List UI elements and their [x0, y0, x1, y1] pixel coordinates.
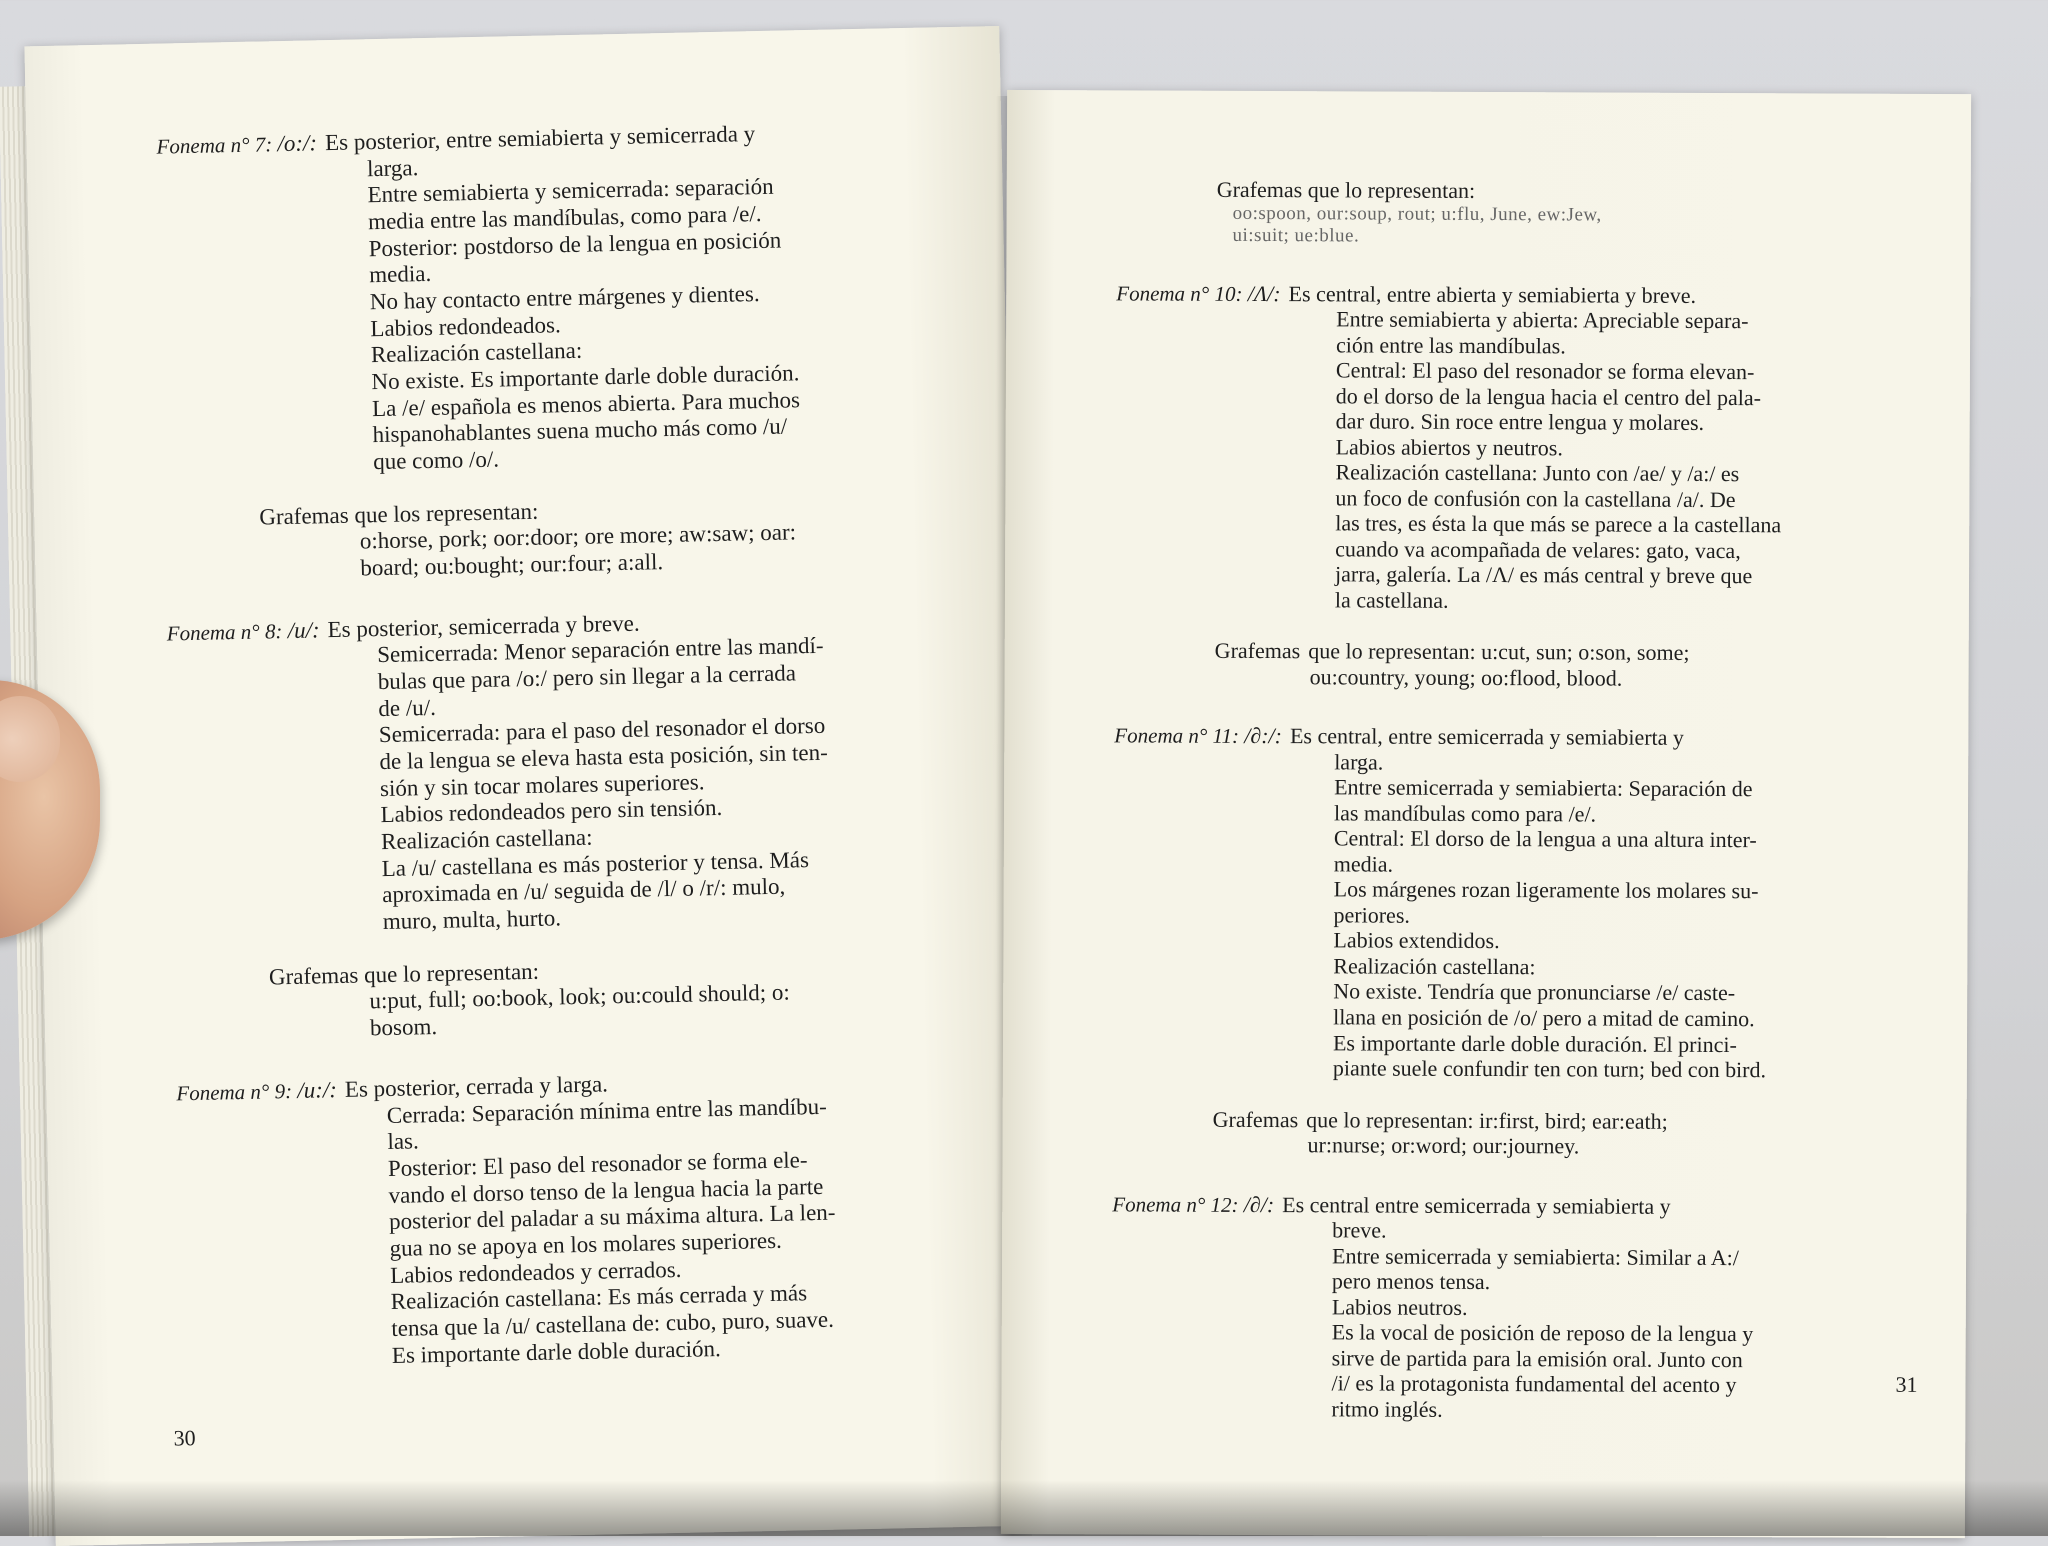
detail-line: Labios abiertos y neutros. [1335, 434, 1563, 461]
grafema-line: board; ou:bought; our:four; a:all. [360, 549, 664, 581]
grafema-line: o:horse, pork; oor:door; ore more; aw:saw; oar: [359, 519, 797, 554]
phoneme-symbol: /u/: [287, 617, 320, 643]
page-number-right: 31 [1895, 1371, 1918, 1397]
detail-line: larga. [1334, 749, 1384, 775]
grafema-line: ui:suit; ue:blue. [1232, 224, 1360, 246]
phoneme-details [367, 144, 954, 476]
grafema-line: u:put, full; oo:book, look; ou:could should; o: [369, 980, 791, 1014]
detail-line: cuando va acompañada de velares: gato, vaca, [1335, 536, 1741, 563]
detail-line: Realización castellana: [1333, 953, 1536, 980]
detail-line: Es importante darle doble duración. El princi- [1332, 1029, 1737, 1057]
detail-line: Semicerrada: para el paso del resonador el dorso [378, 713, 826, 748]
detail-line: Cerrada: Separación mínima entre las mandíbu- [386, 1093, 828, 1128]
thumbnail-nail [0, 696, 60, 782]
phoneme-label [1114, 723, 1282, 749]
grafemas-values [1232, 202, 1916, 249]
grafemas-block [1113, 1106, 1913, 1161]
detail-line: La /u/ castellana es más posterior y tensa. Más [381, 846, 810, 881]
detail-line: sirve de partida para la emisión oral. Junto con [1331, 1344, 1743, 1372]
phoneme-number: Fonema n° 11: [1114, 723, 1245, 749]
phoneme-entry [156, 117, 953, 480]
detail-line: Realización castellana: [380, 824, 593, 855]
grafemas-label: Grafemas que lo representan: [268, 958, 540, 990]
phoneme-label [176, 1077, 337, 1107]
detail-line: /i/ es la protagonista fundamental del acento y [1331, 1370, 1737, 1398]
grafemas-block [174, 950, 966, 1047]
phoneme-details [1335, 306, 1916, 615]
detail-line: No hay contacto entre márgenes y dientes. [369, 281, 760, 315]
detail-line: Entre semicerrada y semiabierta: Separación de [1334, 774, 1753, 802]
detail-line: gua no se apoya en los molares superiores. [389, 1227, 783, 1261]
right-page-text [1111, 162, 1917, 1450]
detail-line: hispanohablantes suena mucho más como /u/ [372, 413, 788, 448]
detail-line: Posterior: postdorso de la lengua en posición [368, 227, 782, 261]
detail-line: piante suele confundir ten con turn; bed con bird. [1332, 1055, 1767, 1083]
phoneme-symbol: /∂:/: [1244, 723, 1283, 749]
grafemas-label: Grafemas que los representan: [259, 498, 539, 530]
detail-line: ritmo inglés. [1331, 1396, 1443, 1422]
detail-line: No existe. Es importante darle doble duración. [371, 360, 800, 395]
page-number-left: 30 [173, 1425, 196, 1451]
detail-line: Central: El paso del resonador se forma elevan- [1335, 357, 1755, 385]
phoneme-symbol: /o:/: [277, 130, 318, 157]
table-shadow [0, 1480, 2048, 1536]
detail-line: Labios extendidos. [1333, 927, 1500, 954]
phoneme-details [1333, 749, 1914, 1083]
grafema-line: ur:nurse; or:word; our:journey. [1307, 1132, 1580, 1159]
phoneme-details [387, 1090, 972, 1369]
left-page-text [156, 117, 972, 1399]
detail-line: Realización castellana: Junto con /ae/ y /a:/ es [1335, 459, 1740, 487]
detail-line: bulas que para /o:/ pero sin llegar a la cerrada [377, 660, 797, 695]
grafemas-inline: que lo representan: u:cut, sun; o:son, some; [1308, 638, 1690, 666]
phoneme-details [1331, 1217, 1912, 1424]
phoneme-heading [1112, 1191, 1912, 1220]
detail-line: de la lengua se eleva hasta esta posición, sin ten- [379, 739, 828, 775]
phoneme-label [156, 130, 317, 160]
detail-line: larga. [366, 154, 419, 181]
detail-line: periores. [1333, 902, 1410, 928]
detail-line: que como /o/. [372, 446, 500, 475]
phoneme-number: Fonema n° 10: [1116, 280, 1248, 306]
grafemas-values [360, 516, 956, 582]
detail-line: La /e/ española es menos abierta. Para muchos [371, 386, 801, 421]
detail-line: vando el dorso tenso de la lengua hacia la parte [388, 1173, 824, 1208]
detail-line: Labios neutros. [1331, 1293, 1468, 1320]
detail-line: breve. [1332, 1217, 1387, 1243]
grafema-line: oo:spoon, our:soup, rout; u:flu, June, ew:Jew, [1232, 202, 1602, 226]
detail-line: Realización castellana: Es más cerrada y más [390, 1280, 808, 1315]
detail-line: Labios redondeados pero sin tensión. [380, 795, 723, 828]
phoneme-label [166, 617, 319, 647]
phoneme-description: Es posterior, cerrada y larga. [344, 1071, 609, 1102]
phoneme-number: Fonema n° 12: [1112, 1191, 1244, 1217]
detail-line: las tres, es ésta la que más se parece a la castellana [1335, 510, 1782, 538]
phoneme-entry [166, 604, 963, 941]
phoneme-label [1112, 1191, 1274, 1217]
phoneme-symbol: /u:/: [297, 1076, 338, 1103]
detail-line: posterior del paladar a su máxima altura. La len- [388, 1199, 836, 1235]
phoneme-entry [1111, 1191, 1912, 1424]
detail-line: Posterior: El paso del resonador se forma ele- [387, 1147, 808, 1181]
grafemas-values [369, 976, 965, 1042]
left-page [24, 26, 1030, 1546]
detail-line: muro, multa, hurto. [382, 905, 562, 935]
detail-line: dar duro. Sin roce entre lengua y molares. [1335, 408, 1705, 436]
detail-line: No existe. Tendría que pronunciarse /e/ caste- [1333, 978, 1736, 1006]
right-page [1001, 90, 1971, 1538]
phoneme-description: Es posterior, semicerrada y breve. [327, 610, 640, 642]
phoneme-label [1116, 280, 1280, 306]
grafemas-block [164, 490, 956, 587]
detail-line: sión y sin tocar molares superiores. [379, 769, 705, 801]
detail-line: Entre semicerrada y semiabierta: Similar a A:/ [1332, 1242, 1739, 1270]
detail-line: Semicerrada: Menor separación entre las mandí- [376, 633, 824, 668]
phoneme-description: Es central entre semicerrada y semiabierta y [1282, 1191, 1671, 1219]
grafemas-block [1116, 176, 1916, 249]
grafemas-values [1307, 1132, 1912, 1160]
phoneme-details [377, 630, 963, 935]
detail-line: las mandíbulas como para /e/. [1333, 800, 1597, 827]
detail-line: media. [369, 261, 432, 288]
detail-line: Es importante darle doble duración. [391, 1335, 721, 1368]
detail-line: aproximada en /u/ seguida de /l/ o /r/: mulo, [381, 874, 786, 908]
detail-line: Labios redondeados. [370, 311, 561, 341]
detail-line: las. [387, 1128, 419, 1155]
grafemas-inline: que lo representan: ir:first, bird; ear:eath; [1306, 1106, 1668, 1134]
grafemas-heading [1215, 638, 1915, 667]
grafemas-label: Grafemas que lo representan: [1216, 176, 1476, 203]
detail-line: pero menos tensa. [1331, 1268, 1491, 1295]
detail-line: media. [1333, 851, 1394, 877]
phoneme-number: Fonema n° 7: [156, 132, 278, 159]
grafemas-block [1115, 638, 1915, 693]
detail-line: Central: El dorso de la lengua a una altura inter- [1333, 825, 1757, 853]
detail-line: jarra, galería. La /Λ/ es más central y breve que [1334, 561, 1753, 589]
phoneme-number: Fonema n° 8: [166, 618, 288, 646]
detail-line: llana en posición de /o/ pero a mitad de camino. [1333, 1004, 1755, 1032]
detail-line: Es la vocal de posición de reposo de la lengua y [1331, 1319, 1754, 1347]
detail-line: Labios redondeados y cerrados. [389, 1256, 682, 1288]
phoneme-entry [1113, 723, 1915, 1084]
detail-line: tensa que la /u/ castellana de: cubo, puro, suave. [391, 1306, 835, 1341]
phoneme-description: Es central, entre semicerrada y semiabierta y [1289, 723, 1685, 751]
phoneme-description: Es central, entre abierta y semiabierta y breve. [1288, 280, 1697, 308]
phoneme-description: Es posterior, entre semiabierta y semicerrada y [324, 121, 756, 156]
phoneme-number: Fonema n° 9: [176, 1078, 298, 1106]
detail-line: Los márgenes rozan ligeramente los molares su- [1333, 876, 1759, 904]
grafemas-label: Grafemas [1214, 638, 1301, 664]
detail-line: Entre semiabierta y semicerrada: separación [367, 174, 774, 208]
grafemas-label: Grafemas [1212, 1106, 1299, 1132]
phoneme-entry [1115, 280, 1916, 615]
detail-line: do el dorso de la lengua hacia el centro del pala- [1335, 382, 1762, 410]
grafema-line: ou:country, young; oo:flood, blood. [1309, 664, 1623, 691]
phoneme-symbol: /Λ/: [1247, 280, 1281, 306]
detail-line: ción entre las mandíbulas. [1335, 331, 1566, 358]
grafema-line: bosom. [369, 1014, 438, 1041]
phoneme-heading [1116, 280, 1916, 309]
detail-line: de /u/. [378, 694, 437, 721]
detail-line: la castellana. [1334, 587, 1449, 613]
detail-line: un foco de confusión con la castellana /a/. De [1335, 485, 1736, 512]
grafemas-values [1310, 664, 1915, 692]
detail-line: Realización castellana: [370, 338, 583, 368]
detail-line: media entre las mandíbulas, como para /e/. [367, 200, 762, 235]
detail-line: Entre semiabierta y abierta: Apreciable separa- [1336, 306, 1749, 334]
phoneme-heading [1114, 723, 1914, 752]
grafemas-heading [1213, 1106, 1913, 1135]
phoneme-entry [176, 1064, 972, 1374]
phoneme-symbol: /∂/: [1243, 1191, 1275, 1217]
